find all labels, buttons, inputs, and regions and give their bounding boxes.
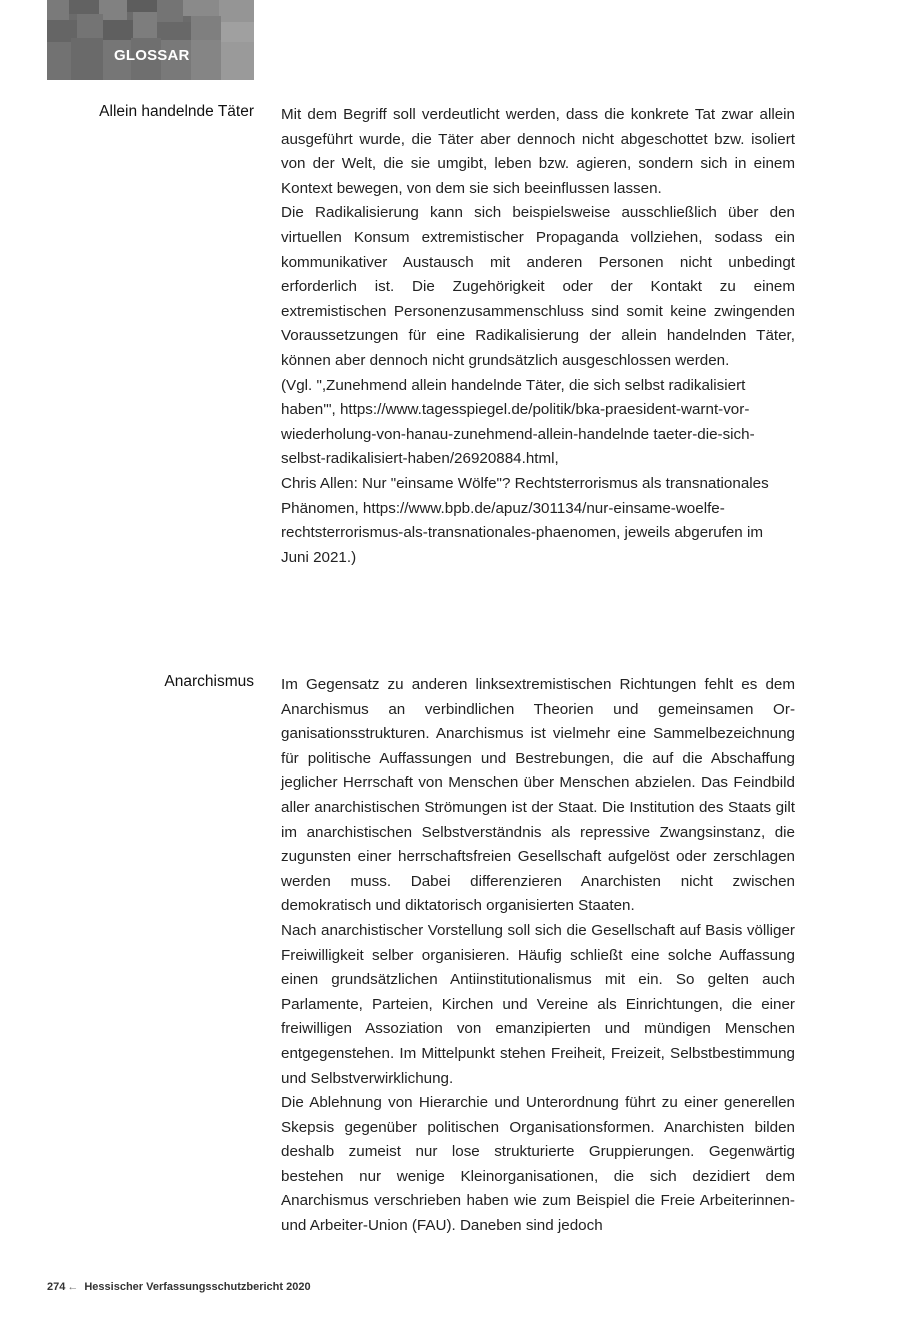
page-number: 274: [47, 1281, 66, 1293]
definition-citation: (Vgl. ",Zunehmend allein handelnde Täter, die sich selbst radikalisiert haben'", https://www.tagesspiegel.de/politik/bka-praesident-warnt-vor-wiederholung-von-hanau-zunehmend-allein-handelnde taeter-die-sich-selbst-radikalisiert-haben/26920884.html,: [281, 376, 755, 468]
glossary-term: Allein handelnde Täter: [99, 103, 254, 120]
definition-citation: Chris Allen: Nur "einsame Wölfe"? Rechtsterrorismus als transnationales Phänomen, https://www.bpb.de/apuz/301134/nur-einsame-woelfe-rechtsterrorismus-als-transnationales-phaenomen, jeweils abgerufen im Juni 2021.): [281, 474, 769, 566]
definition-paragraph: Die Ablehnung von Hierarchie und Unterordnung führt zu einer generellen Skepsis gegenüber politischen Organisationsformen. Anarchisten bilden deshalb zumeist nur lose strukturierte Gruppierungen. Gegenwärtig bestehen nur wenige Kleinorganisationen, die sich dezidiert dem Anarchismus verschrieben haben wie zum Beispiel die Freie Arbeiterinnen- und Arbeiter-Union (FAU). Daneben sind jedoch: [281, 1094, 795, 1235]
definition-paragraph: Mit dem Begriff soll verdeutlicht werden, dass die konkrete Tat zwar allein ausgeführt wurde, die Täter aber dennoch nicht abgeschottet bzw. isoliert von der Welt, die sie umgibt, leben bzw. agieren, sondern sich in einem Kontext bewegen, von dem sie sich beeinflussen lassen.: [281, 106, 795, 197]
glossary-term: Anarchismus: [164, 673, 254, 690]
page-footer: [47, 1281, 311, 1293]
glossary-definition: [281, 673, 795, 1239]
glossary-definition: [281, 103, 795, 570]
publication-title: Hessischer Verfassungsschutzbericht 2020: [84, 1281, 311, 1293]
section-header-block: [47, 0, 254, 80]
definition-paragraph: Die Radikalisierung kann sich beispielsweise ausschließlich über den virtuellen Konsum extremistischer Propaganda vollziehen, sodass ein kommunikativer Austausch mit anderen Personen nicht unbedingt erforderlich ist. Die Zugehörigkeit oder der Kontakt zu einem extremistischen Personenzusammenschluss sind somit keine zwingenden Voraussetzungen für eine Radikalisierung der allein handelnden Täter, können aber dennoch nicht grundsätzlich ausgeschlossen werden.: [281, 204, 795, 369]
arrow-left-icon: ←: [67, 1281, 79, 1293]
definition-paragraph: Nach anarchistischer Vorstellung soll sich die Gesellschaft auf Basis völliger Freiwilligkeit selber organisieren. Häufig schließt eine solche Auffassung einen grundsätzlichen Antiinstitutionalismus mit ein. So gelten auch Parlamente, Parteien, Kirchen und Vereine als Einrichtungen, die einer freiwilligen Assoziation von emanzipierten und mündigen Menschen entgegenstehen. Im Mittelpunkt stehen Freiheit, Freizeit, Selbstbestimmung und Selbstverwirklichung.: [281, 921, 795, 1087]
section-title: GLOSSAR: [114, 47, 190, 64]
definition-paragraph: Im Gegensatz zu anderen linksextremistischen Richtungen fehlt es dem Anarchismus an verbindlichen Theorien und gemeinsamen Organisationsstrukturen. Anarchismus ist vielmehr eine Sammelbezeichnung für politische Auffassungen und Bestrebungen, die auf die Abschaffung jeglicher Herrschaft von Menschen über Menschen abzielen. Das Feindbild aller anarchistischen Strömungen ist der Staat. Die Institution des Staats gilt im anarchistischen Selbstverständnis als repressive Zwangsinstanz, die zugunsten einer herrschaftsfreien Gesellschaft aufgelöst oder zerschlagen werden muss. Dabei differenzieren Anarchisten nicht zwischen demokratisch und diktatorisch organisierten Staaten.: [281, 676, 795, 915]
header-mosaic-pattern: [47, 0, 254, 80]
